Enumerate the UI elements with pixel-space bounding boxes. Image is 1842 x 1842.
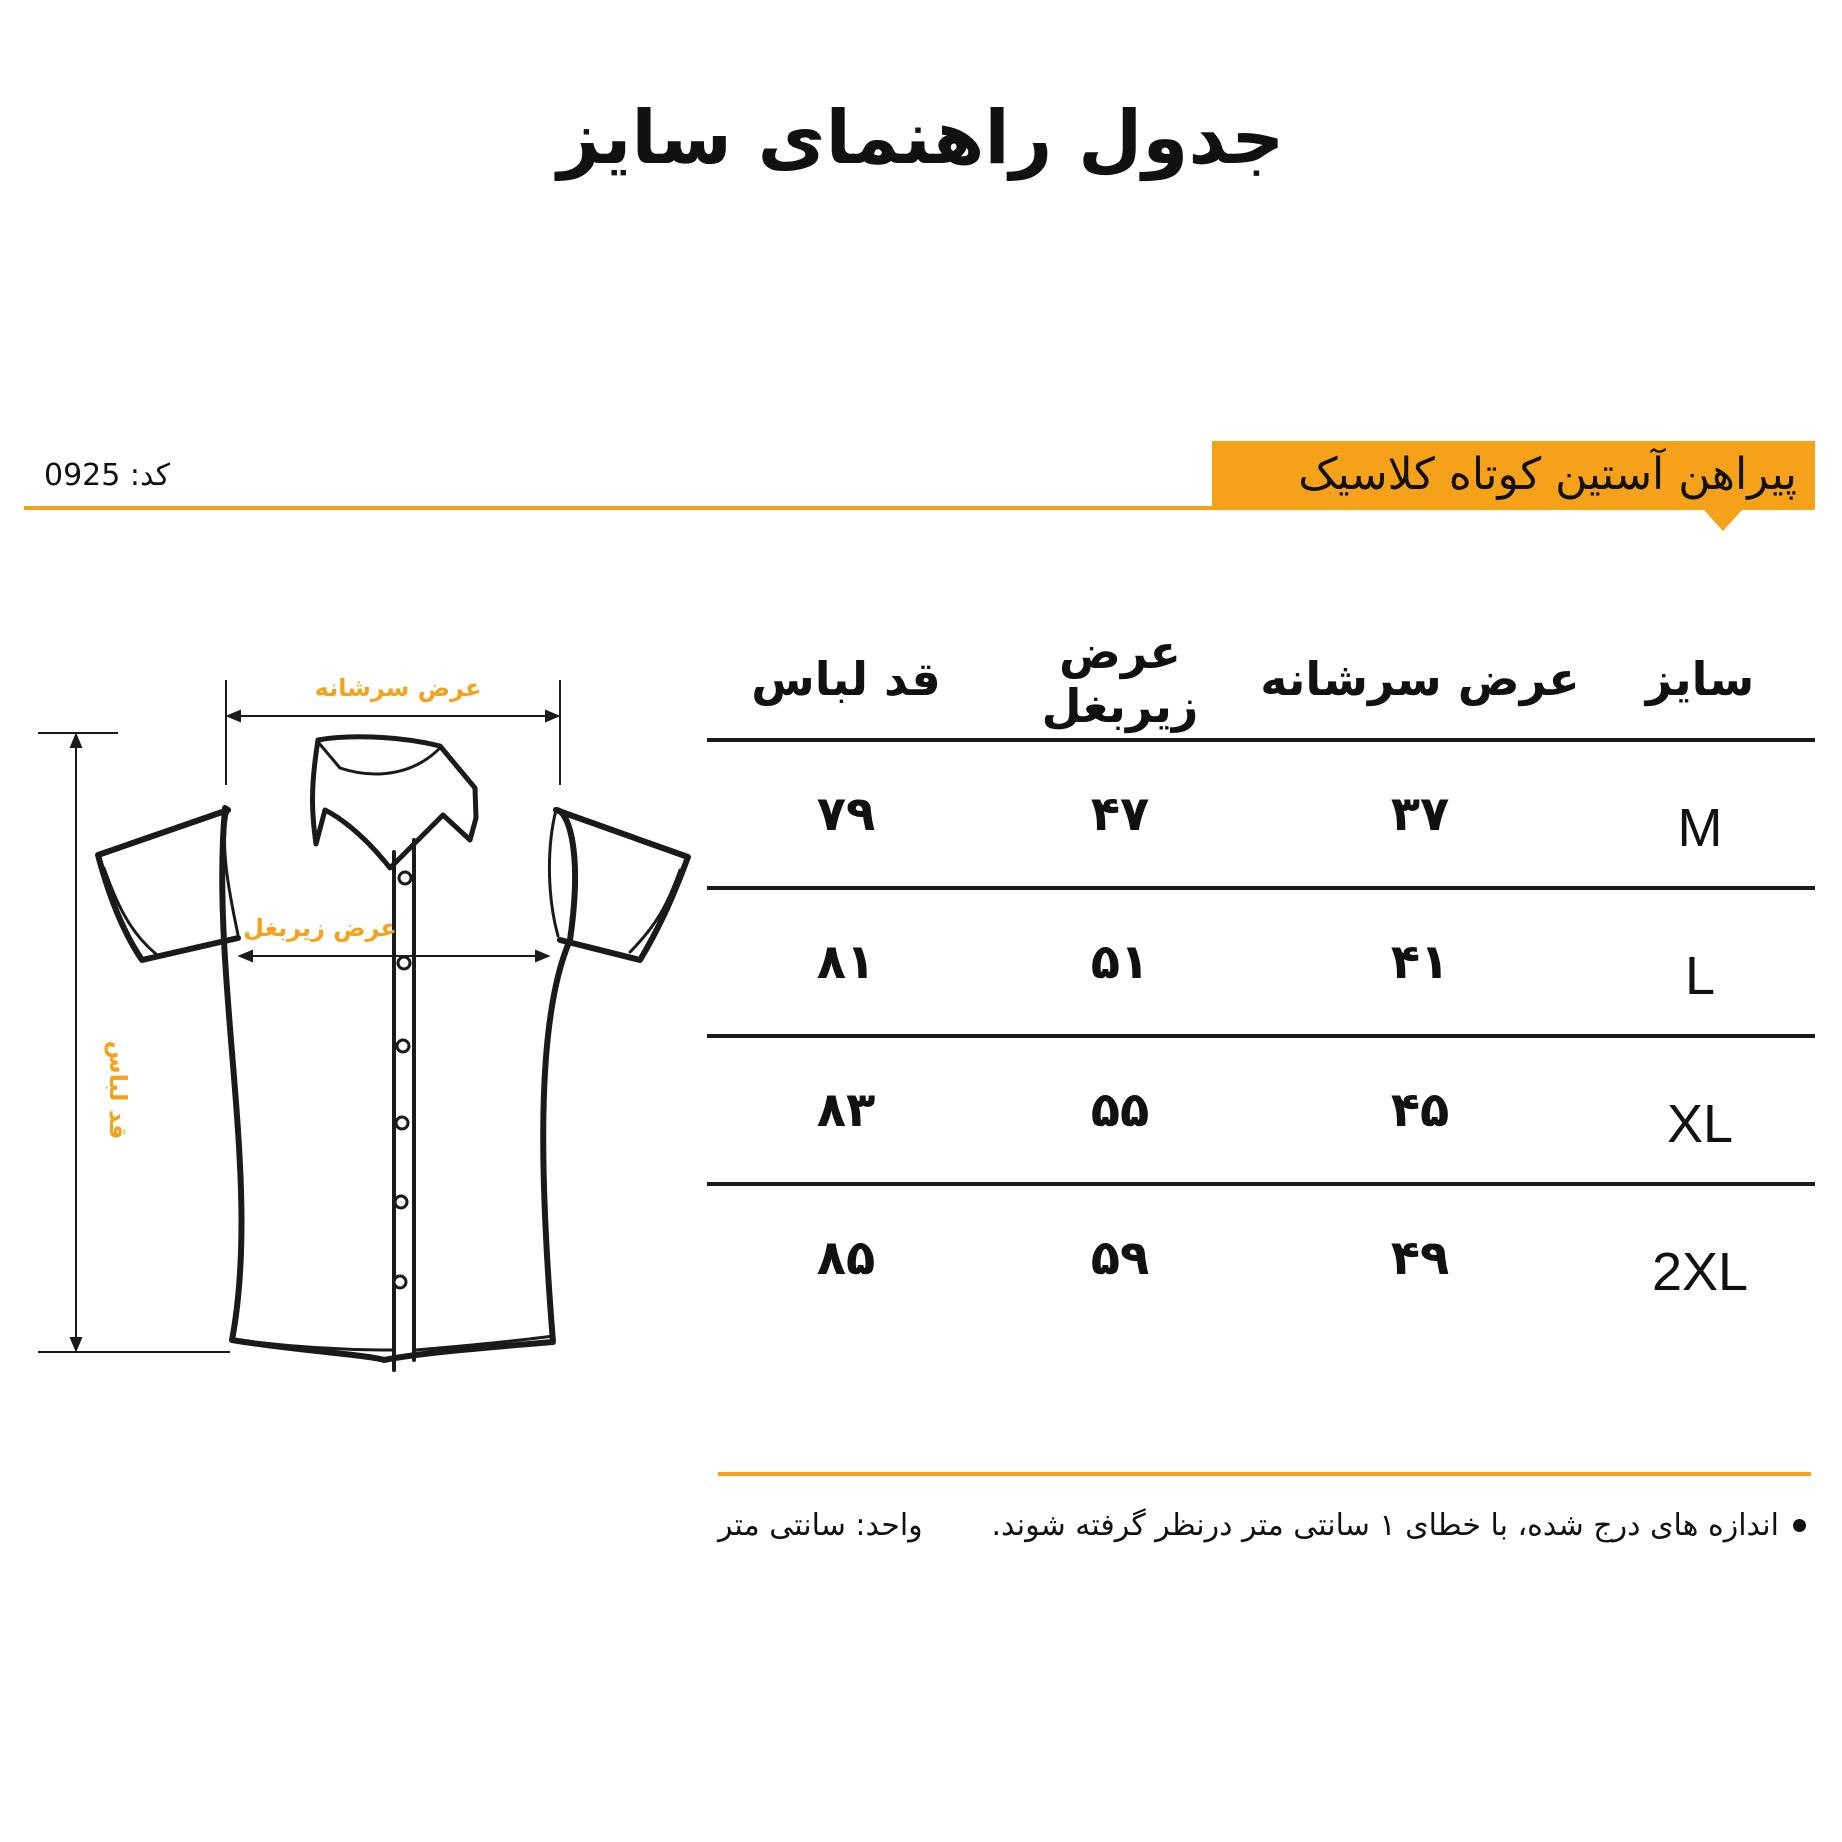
shirt-button (396, 1117, 408, 1129)
tolerance-note-text: اندازه های درج شده، با خطای ۱ سانتی متر درنظر گرفته شوند. (991, 1508, 1779, 1543)
footer-divider (718, 1472, 1811, 1476)
shirt-left-sleeve (98, 810, 238, 960)
table-row (707, 1186, 1815, 1330)
shoulder-width-value: ۴۱ (1390, 934, 1450, 990)
length-value: ۸۳ (816, 1082, 876, 1138)
shirt-button (394, 1276, 406, 1288)
chest-width-label: عرض زیربغل (243, 914, 397, 942)
chest-width-value: ۴۷ (1090, 786, 1150, 842)
length-value: ۸۱ (816, 934, 876, 990)
size-value: XL (1666, 1094, 1734, 1154)
length-label: قد لباس (104, 1040, 132, 1140)
product-code: کد: 0925 (44, 458, 171, 493)
chest-width-value: ۵۵ (1090, 1082, 1150, 1138)
header-chest-width: عرض زیربغل (1041, 625, 1199, 733)
product-name: پیراهن آستین کوتاه کلاسیک (1298, 449, 1797, 500)
shoulder-width-label: عرض سرشانه (314, 674, 482, 702)
table-row (707, 1038, 1815, 1186)
shoulder-width-value: ۴۵ (1390, 1082, 1450, 1138)
size-value: 2XL (1651, 1242, 1749, 1302)
shirt-button (398, 957, 410, 969)
header-size: سایز (1645, 652, 1755, 706)
table-row (707, 890, 1815, 1038)
product-name-banner (1212, 441, 1815, 509)
shirt-button (395, 1196, 407, 1208)
chest-width-value: ۵۱ (1090, 934, 1150, 990)
chest-width-value: ۵۹ (1090, 1230, 1150, 1286)
length-value: ۸۵ (816, 1230, 876, 1286)
table-row (707, 742, 1815, 890)
shirt-diagram (0, 660, 720, 1380)
size-value: M (1677, 798, 1723, 858)
shirt-collar (313, 737, 477, 868)
shirt-button (399, 872, 411, 884)
shoulder-width-value: ۴۹ (1390, 1230, 1450, 1286)
size-table (707, 620, 1815, 1330)
unit-label: واحد: سانتی متر (718, 1508, 923, 1543)
header-shoulder-width: عرض سرشانه (1260, 652, 1580, 706)
page-title: جدول راهنمای سایز (557, 95, 1285, 181)
shoulder-width-value: ۳۷ (1390, 786, 1450, 842)
tolerance-note (991, 1508, 1806, 1543)
shirt-button (397, 1040, 409, 1052)
header-length: قد لباس (751, 652, 941, 706)
length-value: ۷۹ (816, 786, 876, 842)
shirt-placket (394, 840, 414, 1370)
table-header-row (707, 620, 1815, 742)
bullet-icon (1793, 1519, 1806, 1532)
size-value: L (1684, 946, 1716, 1006)
banner-tail (1703, 509, 1743, 531)
